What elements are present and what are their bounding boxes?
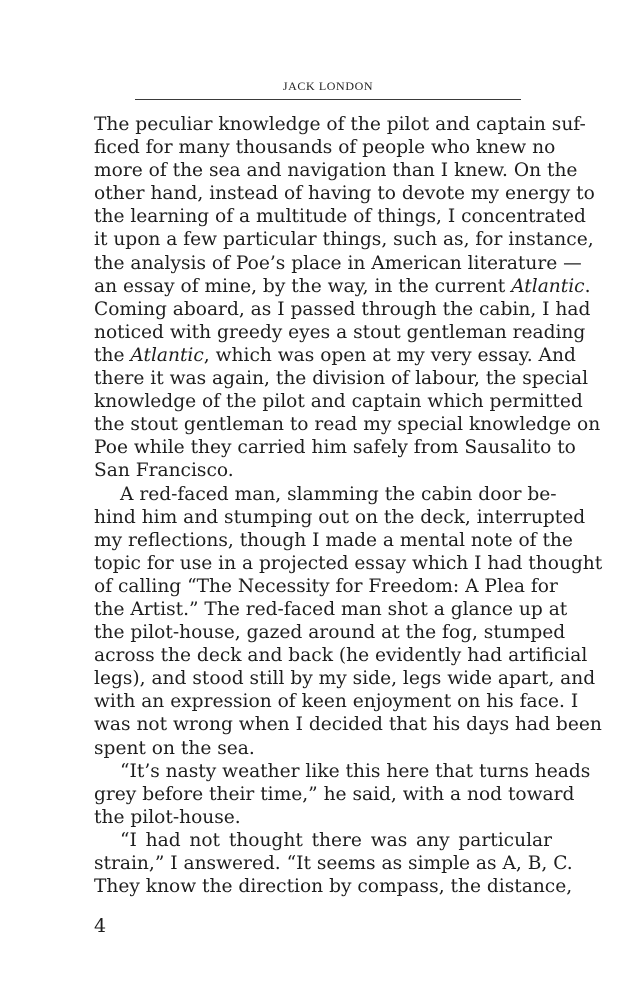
text-line-content: The peculiar knowledge of the pilot and captain suf- xyxy=(94,114,586,135)
text-line-content: of calling “The Necessity for Freedom: A Plea for xyxy=(94,575,558,597)
text-line xyxy=(94,621,566,644)
text-line-content: noticed with greedy eyes a stout gentleman reading xyxy=(94,321,586,343)
text-line xyxy=(94,598,568,621)
text-line-content: “I had not thought there was any particular xyxy=(120,829,552,851)
text-line xyxy=(94,783,575,806)
text-line xyxy=(94,159,578,182)
text-line-content: grey before their time,” he said, with a nod toward xyxy=(94,783,575,805)
text-line-content: the pilot-house, gazed around at the fog, stumped xyxy=(94,622,566,644)
text-line xyxy=(94,113,586,136)
page-number: 4 xyxy=(94,915,107,937)
text-line-content: “It’s nasty weather like this here that turns heads xyxy=(120,760,591,782)
text-line xyxy=(94,483,557,506)
text-line xyxy=(94,575,558,598)
text-line xyxy=(94,228,594,251)
text-line xyxy=(94,667,596,690)
text-line xyxy=(94,690,579,713)
text-line xyxy=(94,552,603,575)
text-line xyxy=(94,321,586,344)
text-line-content: legs), and stood still by my side, legs wide apart, and xyxy=(94,668,596,690)
text-line xyxy=(94,413,601,436)
text-line-content: my reflections, though I made a mental note of the xyxy=(94,529,573,551)
text-line-content: across the deck and back (he evidently had artificial xyxy=(94,645,588,667)
text-line-content: other hand, instead of having to devote my energy to xyxy=(94,183,595,205)
text-line-content: the analysis of Poe’s place in American literature — xyxy=(94,252,582,274)
text-line xyxy=(94,737,552,760)
text-line-content: They know the direction by compass, the distance, xyxy=(94,876,573,898)
text-line-content: there it was again, the division of labour, the special xyxy=(94,368,589,390)
text-line-content: the learning of a multitude of things, I concentrated xyxy=(94,206,586,228)
text-line xyxy=(94,459,552,482)
text-line xyxy=(94,760,591,783)
text-line xyxy=(94,506,586,529)
text-line-content: it upon a few particular things, such as, for instance, xyxy=(94,229,594,251)
text-line xyxy=(94,252,582,275)
text-line xyxy=(94,644,588,667)
text-line-content: ficed for many thousands of people who knew no xyxy=(94,137,556,159)
italic-title: Atlantic xyxy=(511,275,585,297)
text-line-content: topic for use in a projected essay which I had thought xyxy=(94,552,603,574)
text-line-content: knowledge of the pilot and captain which permitted xyxy=(94,391,583,413)
text-line xyxy=(94,298,591,321)
text-line xyxy=(94,136,556,159)
text-line-content: spent on the sea. xyxy=(94,737,255,759)
text-line-content: the pilot-house. xyxy=(94,806,241,828)
text-line xyxy=(94,182,595,205)
text-line-content: the xyxy=(94,344,131,366)
text-line-content: with an expression of keen enjoyment on his face. I xyxy=(94,691,579,713)
header-rule xyxy=(135,99,521,100)
text-line xyxy=(94,875,573,898)
text-line xyxy=(94,390,583,413)
text-line xyxy=(94,852,573,875)
text-line-content: hind him and stumping out on the deck, interrupted xyxy=(94,506,586,528)
text-line-content: an essay of mine, by the way, in the current xyxy=(94,275,512,297)
text-line xyxy=(94,713,602,736)
text-line-content: the stout gentleman to read my special knowledge on xyxy=(94,414,601,436)
text-line xyxy=(94,829,552,852)
text-line xyxy=(94,529,573,552)
text-line-tail: , which was open at my very essay. And xyxy=(203,344,576,366)
text-line xyxy=(94,205,586,228)
text-line xyxy=(94,436,576,459)
text-line-tail: . xyxy=(584,275,591,297)
text-line-content: Coming aboard, as I passed through the cabin, I had xyxy=(94,298,591,320)
italic-title: Atlantic xyxy=(130,344,204,366)
text-line xyxy=(94,367,589,390)
text-line-content: strain,” I answered. “It seems as simple as A, B, C. xyxy=(94,853,573,874)
running-head: JACK LONDON xyxy=(282,79,374,93)
body-text xyxy=(94,113,603,898)
text-line-content: was not wrong when I decided that his days had been xyxy=(94,714,602,736)
text-line-content: A red-faced man, slamming the cabin door be- xyxy=(120,483,557,505)
text-line xyxy=(94,806,552,829)
text-line xyxy=(94,275,591,298)
text-line-content: more of the sea and navigation than I knew. On the xyxy=(94,160,578,182)
text-line-content: the Artist.” The red-faced man shot a glance up at xyxy=(94,598,568,620)
text-line-content: San Francisco. xyxy=(94,460,234,482)
text-line-content: Poe while they carried him safely from Sausalito to xyxy=(94,437,576,459)
text-line xyxy=(94,344,576,367)
